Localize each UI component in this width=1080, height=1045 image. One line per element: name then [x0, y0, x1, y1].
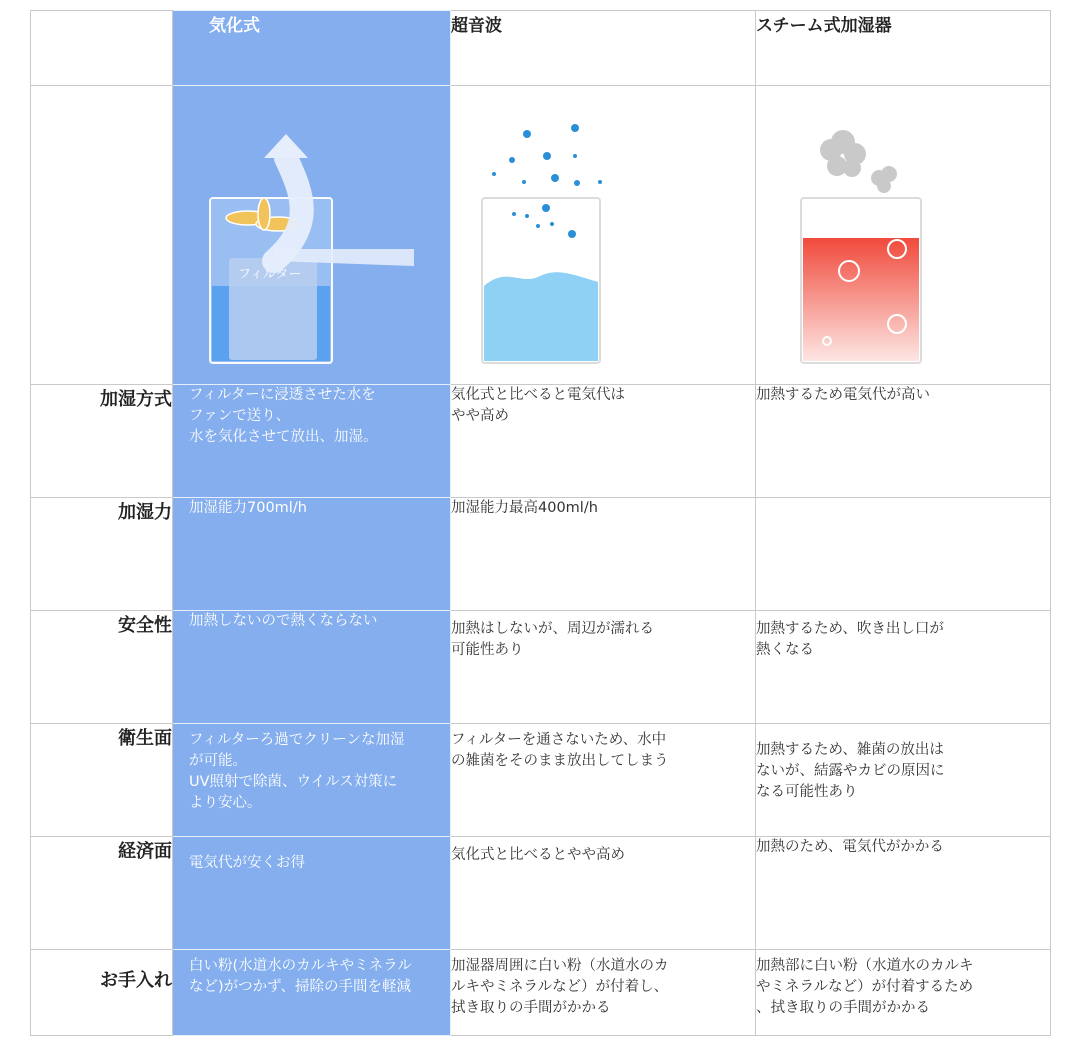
table-row	[31, 611, 1051, 724]
illustration-row	[31, 86, 1051, 385]
cell-steam	[756, 498, 1051, 611]
cell-vaporization: フィルターに浸透させた水を ファンで送り、 水を気化させて放出、加湿。	[173, 385, 451, 498]
corner-cell	[31, 11, 173, 86]
illustration-ultrasonic	[451, 86, 756, 385]
illustration-vaporization	[173, 86, 451, 385]
steam-humidifier-icon	[757, 86, 1050, 382]
cell-steam: 加熱するため電気代が高い	[756, 385, 1051, 498]
cell-ultrasonic: 加熱はしないが、周辺が濡れる 可能性あり	[451, 611, 756, 724]
row-label-humidification-method: 加湿方式	[31, 385, 173, 498]
filter-label: フィルター	[237, 267, 301, 282]
column-header-steam: スチーム式加湿器	[756, 11, 1051, 86]
cell-ultrasonic: 気化式と比べるとやや高め	[451, 837, 756, 950]
cell-ultrasonic: 加湿器周囲に白い粉（水道水のカ ルキやミネラルなど）が付着し、 拭き取りの手間がかかる	[451, 950, 756, 1036]
row-label-hygiene: 衛生面	[31, 724, 173, 837]
table-row	[31, 837, 1051, 950]
steam-cloud-icon	[820, 130, 897, 193]
column-header-vaporization: 気化式	[173, 11, 451, 86]
cell-vaporization: 電気代が安くお得	[173, 837, 451, 950]
table-row	[31, 498, 1051, 611]
table-row	[31, 724, 1051, 837]
illustration-steam	[756, 86, 1051, 385]
cell-ultrasonic: 加湿能力最高400ml/h	[451, 498, 756, 611]
cell-steam: 加熱するため、雑菌の放出は ないが、結露やカビの原因に なる可能性あり	[756, 724, 1051, 837]
header-row	[31, 11, 1051, 86]
column-header-ultrasonic: 超音波	[451, 11, 756, 86]
cell-vaporization: 加湿能力700ml/h	[173, 498, 451, 611]
cell-steam: 加熱のため、電気代がかかる	[756, 837, 1051, 950]
cell-vaporization: 加熱しないので熱くならない	[173, 611, 451, 724]
cell-ultrasonic: 気化式と比べると電気代は やや高め	[451, 385, 756, 498]
row-label-safety: 安全性	[31, 611, 173, 724]
cell-steam: 加熱するため、吹き出し口が 熱くなる	[756, 611, 1051, 724]
ultrasonic-humidifier-icon	[452, 86, 755, 382]
vaporization-humidifier-icon	[174, 86, 450, 382]
table-row	[31, 950, 1051, 1036]
row-label-humidification-capacity: 加湿力	[31, 498, 173, 611]
table-row	[31, 385, 1051, 498]
row-label-maintenance: お手入れ	[31, 950, 173, 1036]
row-label-economy: 経済面	[31, 837, 173, 950]
cell-vaporization: 白い粉(水道水のカルキやミネラル など)がつかず、掃除の手間を軽減	[173, 950, 451, 1036]
cell-ultrasonic: フィルターを通さないため、水中 の雑菌をそのまま放出してしまう	[451, 724, 756, 837]
cell-vaporization: フィルターろ過でクリーンな加湿 が可能。 UV照射で除菌、ウイルス対策に より安心。	[173, 724, 451, 837]
cell-steam: 加熱部に白い粉（水道水のカルキ やミネラルなど）が付着するため 、拭き取りの手間がかかる	[756, 950, 1051, 1036]
illustration-corner	[31, 86, 173, 385]
comparison-table	[30, 10, 1051, 1036]
